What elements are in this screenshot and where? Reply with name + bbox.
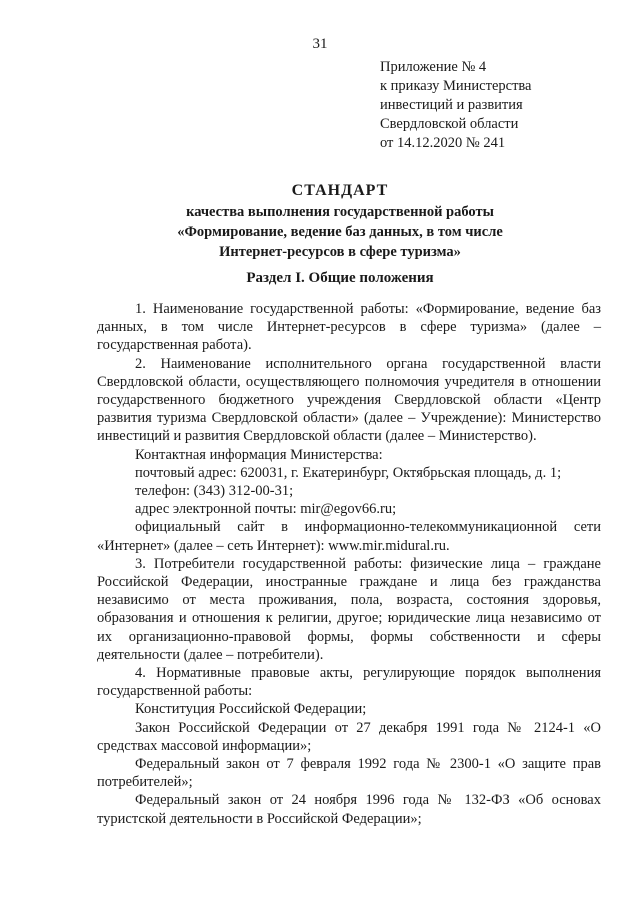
paragraph: Федеральный закон от 24 ноября 1996 года № 132-ФЗ «Об основах туристской деятельности в Российской Федерации»;: [97, 792, 601, 827]
paragraph: Федеральный закон от 7 февраля 1992 года № 2300-1 «О защите прав потребителей»;: [97, 756, 601, 791]
title-main: СТАНДАРТ: [291, 182, 389, 199]
title-line: качества выполнения государственной работы: [186, 204, 494, 220]
appendix-line: от 14.12.2020 № 241: [380, 135, 506, 151]
appendix-line: к приказу Министерства: [380, 78, 532, 94]
page-number: 31: [312, 36, 328, 52]
document-body: [97, 300, 601, 828]
paragraph: 3. Потребители государственной работы: физические лица – граждане Российской Федерации, иностранные граждане и лица без гражданства независимо от места проживания, пола, возраста, состояния здоровья, образования и отношения к религии, другое; юридические лица независимо от их организационно-правовой формы, формы собственности и сферы деятельности (далее – потребители).: [97, 555, 601, 663]
paragraph: Конституция Российской Федерации;: [135, 701, 367, 718]
appendix-block: [380, 58, 532, 153]
paragraph: адрес электронной почты: mir@egov66.ru;: [135, 501, 397, 518]
paragraph: телефон: (343) 312-00-31;: [135, 483, 294, 500]
document-title: [100, 180, 580, 262]
section-heading: Раздел I. Общие положения: [246, 270, 434, 286]
title-line: Интернет-ресурсов в сфере туризма»: [219, 244, 461, 260]
paragraph: Контактная информация Министерства:: [135, 446, 383, 463]
paragraph: 1. Наименование государственной работы: «Формирование, ведение баз данных, в том числе Интернет-ресурсов в сфере туризма» (далее – государственная работа).: [97, 301, 601, 354]
title-line: «Формирование, ведение баз данных, в том числе: [177, 224, 503, 240]
appendix-line: Свердловской области: [380, 116, 519, 132]
paragraph: официальный сайт в информационно-телекоммуникационной сети «Интернет» (далее – сеть Интернет): www.mir.midural.ru.: [97, 519, 601, 554]
appendix-line: инвестиций и развития: [380, 97, 523, 113]
paragraph: почтовый адрес: 620031, г. Екатеринбург, Октябрьская площадь, д. 1;: [135, 464, 562, 481]
paragraph: 4. Нормативные правовые акты, регулирующие порядок выполнения государственной работы:: [97, 665, 601, 700]
appendix-line: Приложение № 4: [380, 59, 487, 75]
paragraph: Закон Российской Федерации от 27 декабря 1991 года № 2124-1 «О средствах массовой информации»;: [97, 719, 601, 754]
paragraph: 2. Наименование исполнительного органа государственной власти Свердловской области, осуществляющего полномочия учредителя в отношении государственного бюджетного учреждения Свердловской области «Центр развития туризма Свердловской области» (далее – Учреждение): Министерство инвестиций и развития Свердловской области (далее – Министерство).: [97, 355, 601, 445]
